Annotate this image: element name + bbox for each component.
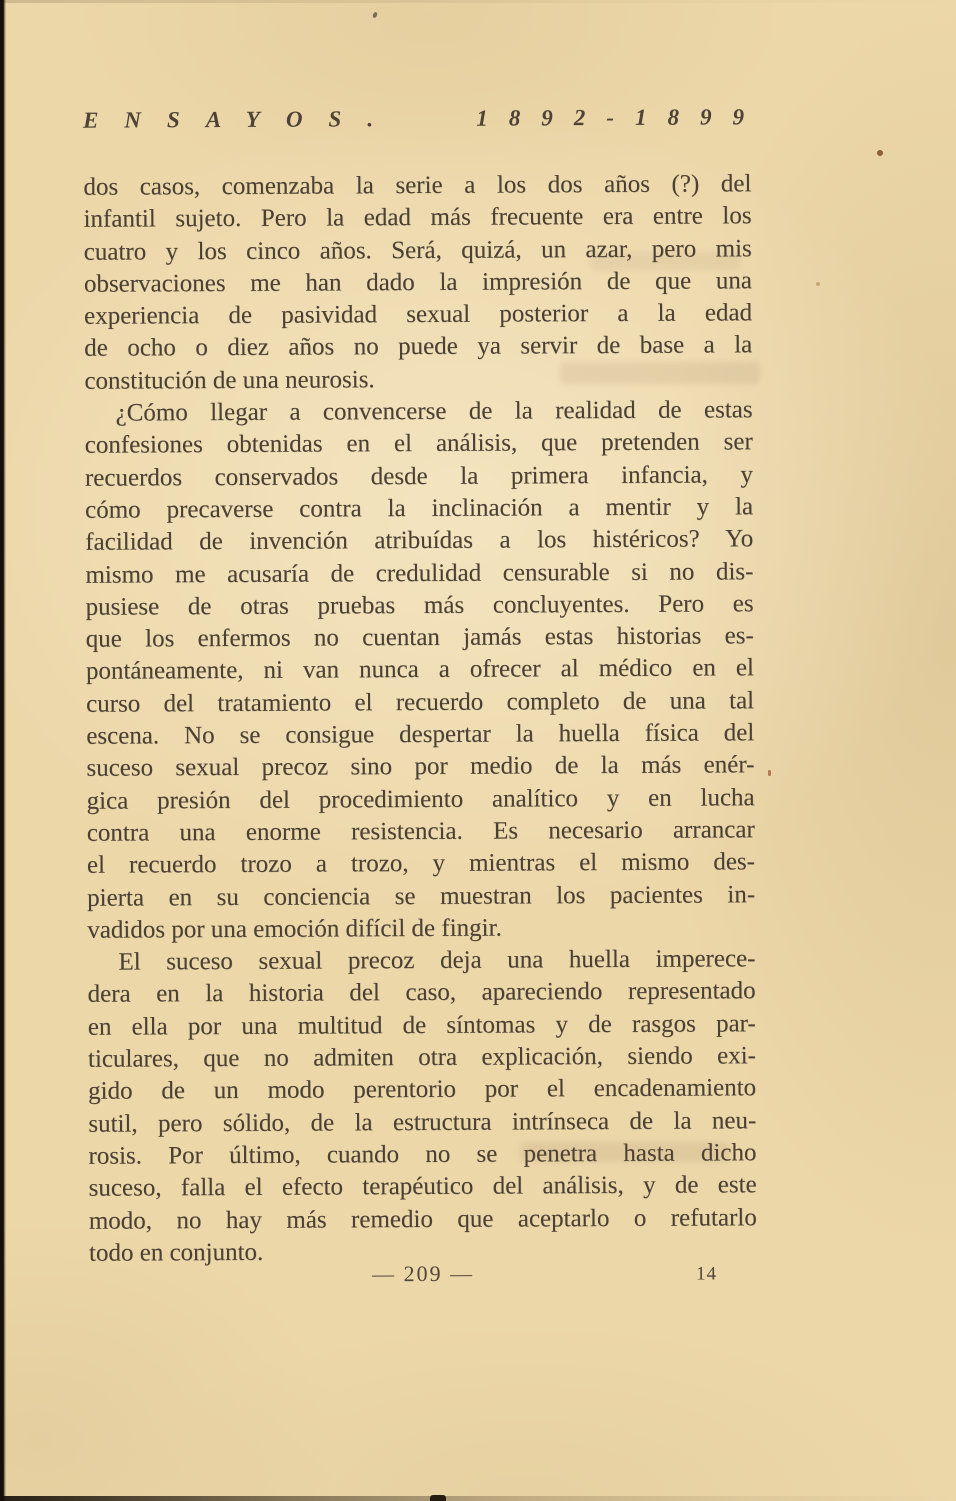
text-line: curso del tratamiento el recuerdo completo de una tal (86, 686, 755, 718)
text-line: en ella por una multitud de síntomas y de rasgos par- (87, 1009, 756, 1041)
text-line: ticulares, que no admiten otra explicación, siendo exi- (87, 1042, 757, 1073)
page-number: — 209 — (372, 1260, 475, 1287)
showthrough-smudge (560, 362, 760, 384)
text-line: observaciones me han dado la impresión de que una (83, 267, 752, 298)
text-line: cómo precaverse contra la inclinación a mentir y la (85, 493, 754, 524)
text-line: facilidad de invención atribuídas a los histéricos? Yo (85, 525, 754, 557)
text-line: confesiones obtenidas en el análisis, que pretenden ser (84, 428, 753, 460)
text-line: rosis. Por último, cuando no se penetra hasta dicho (88, 1139, 757, 1170)
paper-speck (768, 770, 771, 776)
paper-speck (877, 150, 883, 156)
text-line: suceso, falla el efecto terapéutico del análisis, y de este (88, 1171, 757, 1202)
text-line: contra una enorme resistencia. Es necesario arrancar (86, 816, 755, 847)
text-line: de ocho o diez años no puede ya servir de base a la (84, 331, 753, 363)
text-line: pierta en su conciencia se muestran los pacientes in- (87, 880, 756, 912)
text-line: suceso sexual precoz sino por medio de la más enér- (86, 751, 755, 783)
text-line: mismo me acusaría de credulidad censurable si no dis- (85, 557, 754, 589)
paper-speck (816, 282, 820, 286)
text-line: cuatro y los cinco años. Será, quizá, un azar, pero mis (83, 234, 752, 266)
showthrough-smudge (590, 252, 740, 270)
showthrough-smudge (520, 1142, 730, 1162)
text-line: gica presión del procedimiento analítico y en lucha (86, 783, 755, 815)
text-line: el recuerdo trozo a trozo, y mientras el mismo des- (86, 848, 756, 879)
text-line: constitución de una neurosis. (84, 366, 375, 395)
running-head-years: 1892-1899 (476, 104, 766, 131)
bottom-edge-mark (430, 1495, 446, 1501)
text-line: que los enfermos no cuentan jamás estas historias es- (85, 622, 754, 653)
bottom-edge-shadow (0, 1496, 956, 1501)
running-head-title: ENSAYOS. (82, 106, 400, 133)
text-line: escena. No se consigue despertar la huella física del (86, 719, 755, 750)
text-line: pusiese de otras pruebas más concluyentes. Pero es (85, 590, 754, 621)
text-line: infantil sujeto. Pero la edad más frecuente era entre los (83, 202, 752, 234)
signature-number: 14 (696, 1263, 718, 1285)
running-head (82, 104, 766, 133)
text-line: dos casos, comenzaba la serie a los dos años (?) del (83, 170, 752, 201)
text-line: sutil, pero sólido, de la estructura intrínseca de la neu- (88, 1106, 757, 1138)
text-line: ¿Cómo llegar a convencerse de la realidad de estas (115, 396, 753, 427)
text-block (83, 168, 757, 1270)
text-line: experiencia de pasividad sexual posterior a la edad (84, 299, 753, 330)
text-line: pontáneamente, ni van nunca a ofrecer al médico en el (85, 654, 755, 686)
page-footer (89, 1259, 757, 1288)
text-line: recuerdos conservados desde la primera infancia, y (84, 460, 753, 492)
left-edge-shadow (0, 0, 6, 1501)
text-line: dera en la historia del caso, apareciendo representado (87, 977, 756, 1009)
text-line: todo en conjunto. (88, 1238, 264, 1267)
text-line: gido de un modo perentorio por el encadenamiento (88, 1074, 757, 1106)
text-line: modo, no hay más remedio que aceptarlo o refutarlo (88, 1203, 757, 1235)
text-line: El suceso sexual precoz deja una huella imperece- (118, 945, 756, 976)
page-content (82, 0, 766, 1501)
text-line: vadidos por una emoción difícil de fingir. (87, 914, 502, 944)
